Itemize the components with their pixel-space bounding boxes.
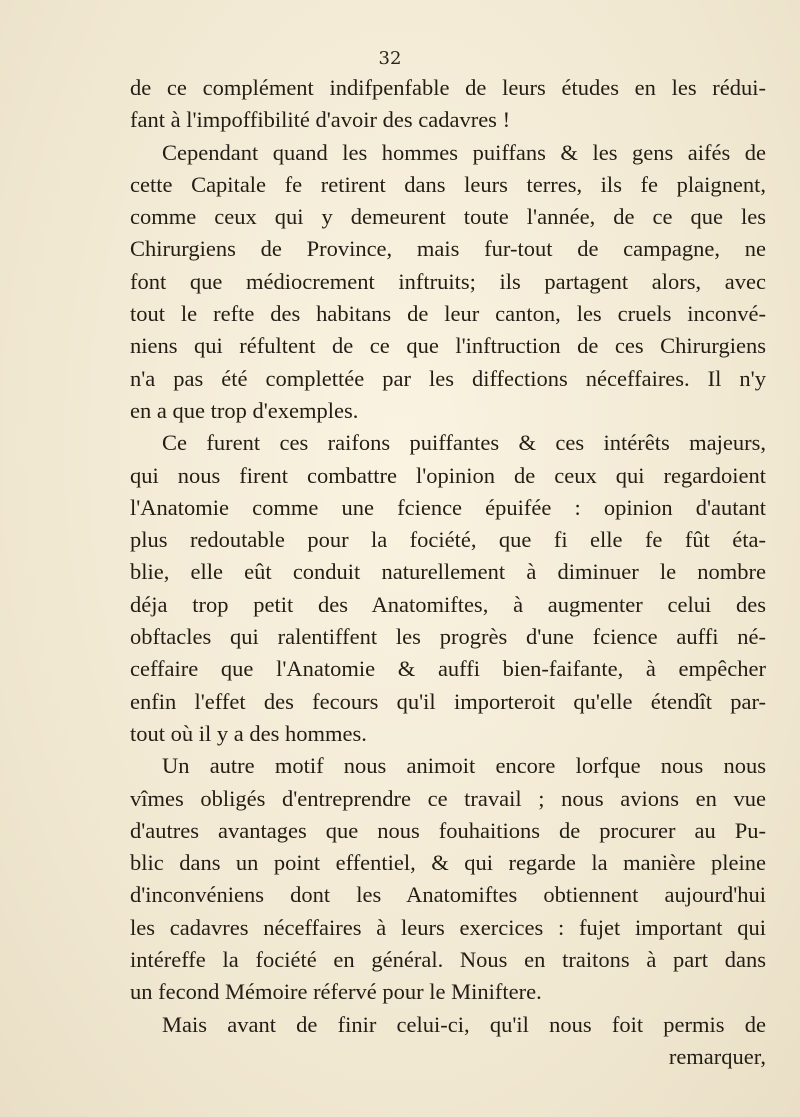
- text-line: Cependant quand les hommes puiffans & les gens aifés de: [162, 139, 766, 165]
- text-line: niens qui réfultent de ce que l'inftruction de ces Chirurgiens: [130, 333, 766, 359]
- text-line: n'a pas été complettée par les diffections néceffaires. Il n'y: [130, 365, 766, 391]
- text-line: vîmes obligés d'entreprendre ce travail ; nous avions en vue: [130, 785, 766, 811]
- text-line: blic dans un point effentiel, & qui regarde la manière pleine: [130, 850, 766, 876]
- text-line: blie, elle eût conduit naturellement à diminuer le nombre: [130, 559, 766, 585]
- text-line: ceffaire que l'Anatomie & auffi bien-faifante, à empêcher: [130, 656, 766, 682]
- text-line: intéreffe la fociété en général. Nous en traitons à part dans: [130, 947, 766, 973]
- text-line: remarquer,: [668, 1043, 766, 1069]
- text-line: les cadavres néceffaires à leurs exercices : fujet important qui: [130, 914, 766, 940]
- text-line: d'inconvéniens dont les Anatomiftes obtiennent aujourd'hui: [130, 882, 766, 908]
- text-line: enfin l'effet des fecours qu'il importeroit qu'elle étendît par-: [130, 688, 766, 714]
- text-line: comme ceux qui y demeurent toute l'année, de ce que les: [130, 204, 766, 230]
- text-line: font que médiocrement inftruits; ils partagent alors, avec: [130, 268, 766, 294]
- text-line: l'Anatomie comme une fcience épuifée : opinion d'autant: [130, 494, 766, 520]
- body-text: [130, 72, 766, 1073]
- text-line: de ce complément indifpenfable de leurs études en les rédui-: [130, 75, 766, 100]
- text-line: en a que trop d'exemples.: [130, 397, 359, 423]
- text-line: Chirurgiens de Province, mais fur-tout de campagne, ne: [130, 236, 766, 262]
- page-number: 32: [378, 48, 402, 69]
- text-line: Un autre motif nous animoit encore lorfque nous nous: [162, 753, 766, 779]
- text-line: obftacles qui ralentiffent les progrès d'une fcience auffi né-: [130, 624, 766, 650]
- text-line: déja trop petit des Anatomiftes, à augmenter celui des: [130, 591, 766, 617]
- text-line: tout le refte des habitans de leur canton, les cruels inconvé-: [130, 301, 766, 327]
- text-line: qui nous firent combattre l'opinion de ceux qui regardoient: [130, 462, 766, 488]
- text-line: cette Capitale fe retirent dans leurs terres, ils fe plaignent,: [130, 171, 766, 197]
- text-line: tout où il y a des hommes.: [130, 720, 367, 746]
- text-line: fant à l'impoffibilité d'avoir des cadavres !: [130, 107, 511, 133]
- text-line: plus redoutable pour la fociété, que fi elle fe fût éta-: [130, 527, 766, 553]
- text-line: un fecond Mémoire réfervé pour le Miniftere.: [130, 979, 542, 1005]
- text-line: Ce furent ces raifons puiffantes & ces intérêts majeurs,: [162, 430, 766, 456]
- text-line: d'autres avantages que nous fouhaitions de procurer au Pu-: [130, 817, 766, 843]
- text-line: Mais avant de finir celui-ci, qu'il nous foit permis de: [162, 1011, 766, 1037]
